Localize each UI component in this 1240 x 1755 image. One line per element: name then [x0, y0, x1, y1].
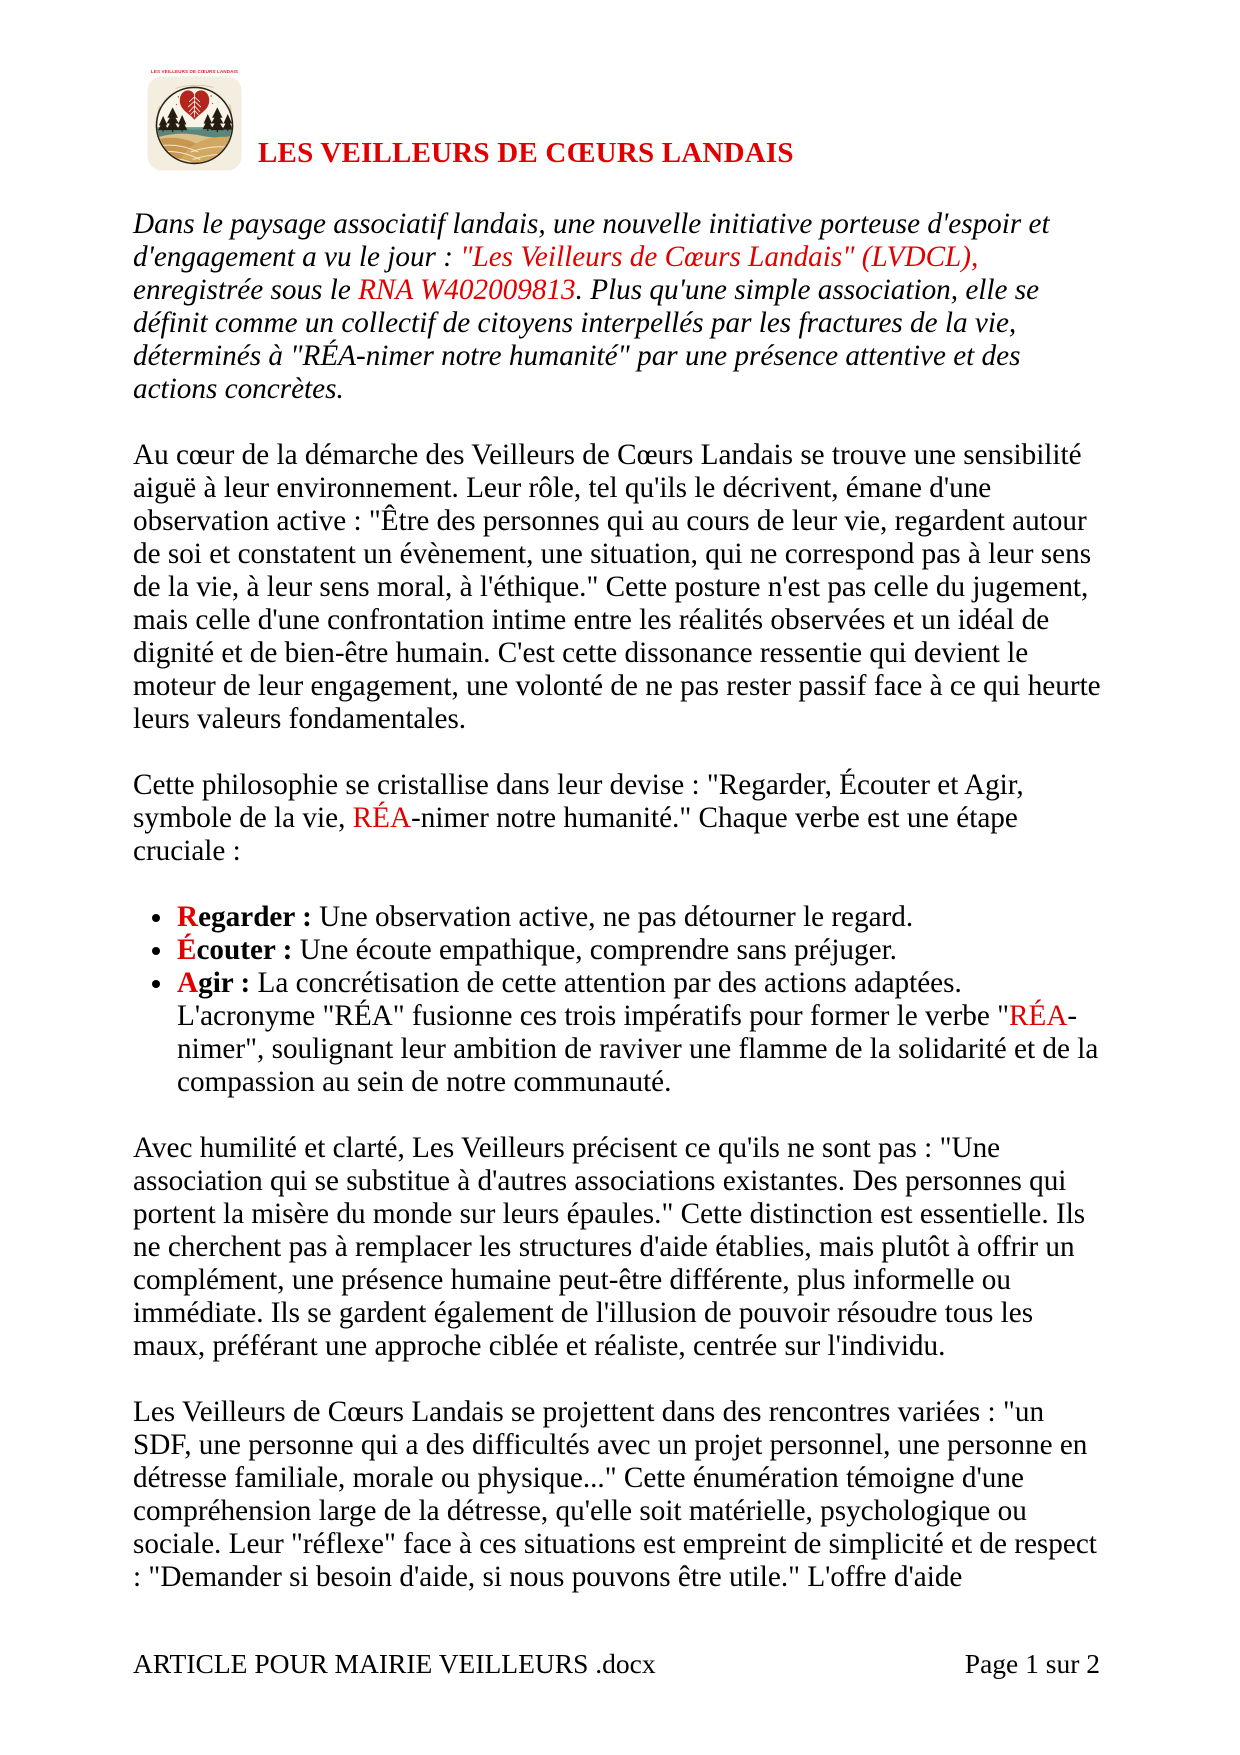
red-initial: É	[177, 934, 197, 966]
bullet-text: La concrétisation de cette attention par des actions adaptées. L'acronyme "RÉA" fusionne ces trois impératifs pour former le verbe "	[177, 967, 1010, 1032]
devise-text: -nimer notre humanité." Chaque verbe est une étape cruciale :	[133, 802, 1018, 867]
paragraph-rencontres: Les Veilleurs de Cœurs Landais se projettent dans des rencontres variées : "un SDF, une personne qui a des difficultés avec un projet personnel, une personne en détresse familiale, morale ou physique..." Cette énumération témoigne d'une compréhension large de la détresse, qu'elle soit matérielle, psychologique ou sociale. Leur "réflexe" face à ces situations est empreint de simplicité et de respect : "Demander si besoin d'aide, si nous pouvons être utile." L'offre d'aide	[133, 1396, 1097, 1593]
logo-caption-text: LES VEILLEURS DE CŒURS LANDAIS	[150, 69, 239, 74]
bullet-label: egarder :	[198, 901, 312, 933]
bullet-label: couter :	[196, 934, 293, 966]
bullet-text: Une écoute empathique, comprendre sans préjuger.	[292, 934, 897, 966]
bullet-label: gir :	[198, 967, 251, 999]
bullet-regarder	[175, 901, 1107, 934]
red-initial: R	[177, 901, 199, 933]
association-name-highlight: "Les Veilleurs de Cœurs Landais" (LVDCL),	[460, 241, 979, 273]
paragraph-demarche: Au cœur de la démarche des Veilleurs de Cœurs Landais se trouve une sensibilité aiguë à leur environnement. Leur rôle, tel qu'ils le décrivent, émane d'une observation active : "Être des personnes qui au cours de leur vie, regardent autour de soi et constatent un évènement, une situation, qui ne correspond pas à leur sens de la vie, à leur sens moral, à l'éthique." Cette posture n'est pas celle du jugement, mais celle d'une confrontation intime entre les réalités observées et un idéal de dignité et de bien-être humain. C'est cette dissonance ressentie qui devient le moteur de leur engagement, une volonté de ne pas rester passif face à ce qui heurte leurs valeurs fondamentales.	[133, 439, 1101, 735]
bullet-text: -nimer", soulignant leur ambition de raviver une flamme de la solidarité et de la compassion au sein de notre communauté.	[177, 1000, 1099, 1098]
devise-text: Cette philosophie se cristallise dans leur devise : "Regarder, Écouter et Agir, symbole de la vie,	[133, 769, 1024, 834]
rea-highlight: RÉA	[352, 802, 412, 834]
red-initial: A	[177, 967, 199, 999]
rea-highlight: RÉA	[1009, 1000, 1068, 1032]
article-body	[133, 208, 1107, 1594]
association-logo	[147, 69, 242, 171]
document-header	[133, 69, 1107, 171]
intro-text: . Plus qu'une simple association, elle se définit comme un collectif de citoyens interpellés par les fractures de la vie, déterminés à "RÉA-nimer notre humanité" par une présence attentive et des actions concrètes.	[133, 274, 1040, 405]
footer-page-number: Page 1 sur 2	[964, 1648, 1100, 1679]
paragraph-devise	[133, 769, 1107, 868]
intro-paragraph	[133, 208, 1107, 406]
page-title: LES VEILLEURS DE CŒURS LANDAIS	[258, 137, 794, 169]
bullet-text: Une observation active, ne pas détourner le regard.	[311, 901, 914, 933]
footer-filename: ARTICLE POUR MAIRIE VEILLEURS .docx	[133, 1648, 656, 1679]
bullet-ecouter	[175, 934, 1107, 967]
landes-heart-logo-icon	[147, 76, 242, 171]
devise-bullet-list	[133, 901, 1107, 1099]
paragraph-humilite: Avec humilité et clarté, Les Veilleurs précisent ce qu'ils ne sont pas : "Une association qui se substitue à d'autres associations existantes. Des personnes qui portent la misère du monde sur leurs épaules." Cette distinction est essentielle. Ils ne cherchent pas à remplacer les structures d'aide établies, mais plutôt à offrir un complément, une présence humaine peut-être différente, plus informelle ou immédiate. Ils se gardent également de l'illusion de pouvoir résoudre tous les maux, préférant une approche ciblée et réaliste, centrée sur l'individu.	[133, 1132, 1086, 1362]
document-footer	[133, 1648, 1100, 1680]
intro-text: Dans le paysage associatif landais, une nouvelle initiative porteuse d'espoir et d'engagement a vu le jour :	[133, 208, 1050, 273]
intro-text: enregistrée sous le	[133, 274, 359, 306]
bullet-agir	[175, 967, 1107, 1099]
rna-number-highlight: RNA W402009813	[358, 274, 576, 306]
